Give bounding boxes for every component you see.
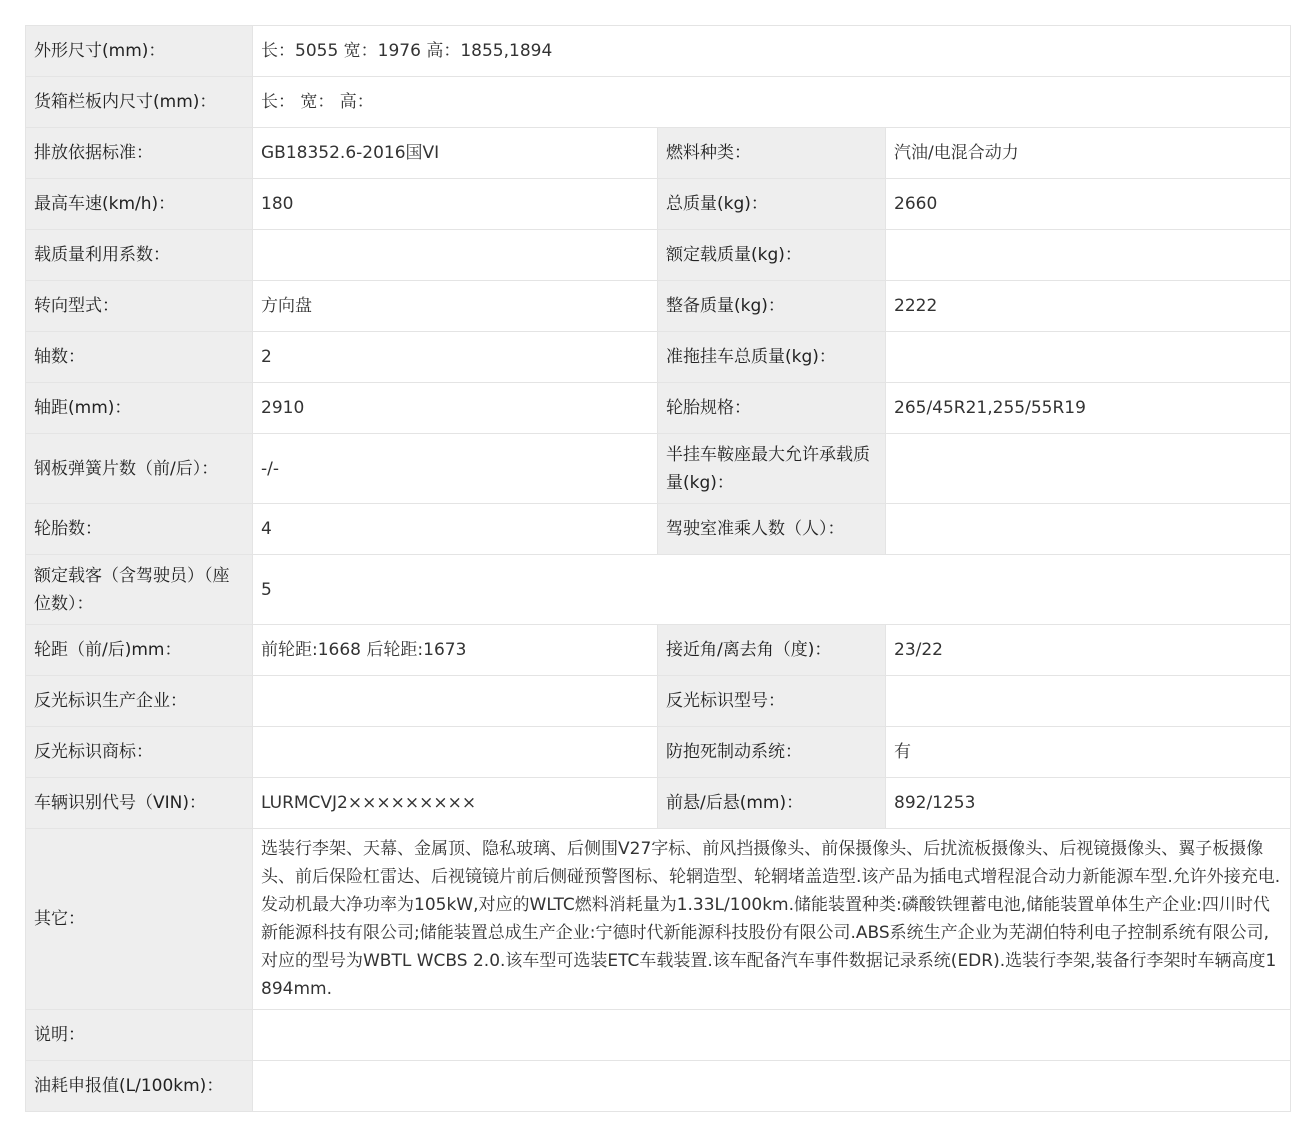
value-reflector-maker — [253, 676, 658, 727]
value-wheelbase: 2910 — [253, 383, 658, 434]
table-row — [26, 1010, 1291, 1061]
value-fuel-type: 汽油/电混合动力 — [886, 128, 1291, 179]
label-abs: 防抱死制动系统： — [658, 727, 886, 778]
label-vin: 车辆识别代号（VIN)： — [26, 778, 253, 829]
value-cab-occupants — [886, 504, 1291, 555]
label-curb-mass: 整备质量(kg)： — [658, 281, 886, 332]
value-leaf-springs: -/- — [253, 434, 658, 504]
table-row — [26, 778, 1291, 829]
label-fuel-consumption: 油耗申报值(L/100km)： — [26, 1061, 253, 1112]
value-rated-load — [886, 230, 1291, 281]
value-steering-type: 方向盘 — [253, 281, 658, 332]
value-curb-mass: 2222 — [886, 281, 1291, 332]
table-row — [26, 332, 1291, 383]
value-max-speed: 180 — [253, 179, 658, 230]
table-row — [26, 26, 1291, 77]
table-row — [26, 128, 1291, 179]
value-tire-spec: 265/45R21,255/55R19 — [886, 383, 1291, 434]
label-tire-count: 轮胎数： — [26, 504, 253, 555]
value-total-mass: 2660 — [886, 179, 1291, 230]
table-row — [26, 829, 1291, 1010]
label-emission-standard: 排放依据标准： — [26, 128, 253, 179]
value-fuel-consumption — [253, 1061, 1291, 1112]
label-trailer-mass: 准拖挂车总质量(kg)： — [658, 332, 886, 383]
label-seating-capacity: 额定载客（含驾驶员）（座位数）： — [26, 555, 253, 625]
table-row — [26, 77, 1291, 128]
table-row — [26, 383, 1291, 434]
value-notes — [253, 1010, 1291, 1061]
value-vin: LURMCVJ2××××××××× — [253, 778, 658, 829]
table-row — [26, 434, 1291, 504]
value-emission-standard: GB18352.6-2016国VI — [253, 128, 658, 179]
label-reflector-maker: 反光标识生产企业： — [26, 676, 253, 727]
label-wheelbase: 轴距(mm)： — [26, 383, 253, 434]
table-row — [26, 230, 1291, 281]
value-dimensions: 长：5055 宽：1976 高：1855,1894 — [253, 26, 1291, 77]
value-abs: 有 — [886, 727, 1291, 778]
label-other: 其它： — [26, 829, 253, 1010]
value-approach-departure-angle: 23/22 — [886, 625, 1291, 676]
value-track-width: 前轮距:1668 后轮距:1673 — [253, 625, 658, 676]
value-tire-count: 4 — [253, 504, 658, 555]
value-load-utilization — [253, 230, 658, 281]
label-total-mass: 总质量(kg)： — [658, 179, 886, 230]
label-max-speed: 最高车速(km/h)： — [26, 179, 253, 230]
label-overhang: 前悬/后悬(mm)： — [658, 778, 886, 829]
label-reflector-brand: 反光标识商标： — [26, 727, 253, 778]
label-notes: 说明： — [26, 1010, 253, 1061]
label-cab-occupants: 驾驶室准乘人数（人）： — [658, 504, 886, 555]
table-row — [26, 555, 1291, 625]
vehicle-spec-table — [25, 25, 1291, 1112]
label-tire-spec: 轮胎规格： — [658, 383, 886, 434]
label-approach-departure-angle: 接近角/离去角（度)： — [658, 625, 886, 676]
label-axle-count: 轴数： — [26, 332, 253, 383]
label-leaf-springs: 钢板弹簧片数（前/后）： — [26, 434, 253, 504]
value-reflector-model — [886, 676, 1291, 727]
table-row — [26, 281, 1291, 332]
label-cargo-box-size: 货箱栏板内尺寸(mm)： — [26, 77, 253, 128]
table-row — [26, 504, 1291, 555]
table-row — [26, 179, 1291, 230]
table-row — [26, 1061, 1291, 1112]
table-row — [26, 625, 1291, 676]
value-other: 选装行李架、天幕、金属顶、隐私玻璃、后侧围V27字标、前风挡摄像头、前保摄像头、后扰流板摄像头、后视镜摄像头、翼子板摄像头、前后保险杠雷达、后视镜镜片前后侧碰预警图标、轮辋造型、轮辋堵盖造型.该产品为插电式增程混合动力新能源车型.允许外接充电.发动机最大净功率为105kW,对应的WLTC燃料消耗量为1.33L/100km.储能装置种类:磷酸铁锂蓄电池,储能装置单体生产企业:四川时代新能源科技有限公司;储能装置总成生产企业:宁德时代新能源科技股份有限公司.ABS系统生产企业为芜湖伯特利电子控制系统有限公司,对应的型号为WBTL WCBS 2.0.该车型可选装ETC车载装置.该车配备汽车事件数据记录系统(EDR).选装行李架,装备行李架时车辆高度1894mm. — [253, 829, 1291, 1010]
label-dimensions: 外形尺寸(mm)： — [26, 26, 253, 77]
label-rated-load: 额定载质量(kg)： — [658, 230, 886, 281]
label-load-utilization: 载质量利用系数： — [26, 230, 253, 281]
value-seating-capacity: 5 — [253, 555, 1291, 625]
table-row — [26, 676, 1291, 727]
value-trailer-mass — [886, 332, 1291, 383]
label-saddle-load: 半挂车鞍座最大允许承载质量(kg)： — [658, 434, 886, 504]
table-row — [26, 727, 1291, 778]
value-cargo-box-size: 长： 宽： 高： — [253, 77, 1291, 128]
value-axle-count: 2 — [253, 332, 658, 383]
value-saddle-load — [886, 434, 1291, 504]
value-reflector-brand — [253, 727, 658, 778]
value-overhang: 892/1253 — [886, 778, 1291, 829]
label-fuel-type: 燃料种类： — [658, 128, 886, 179]
label-track-width: 轮距（前/后)mm： — [26, 625, 253, 676]
label-steering-type: 转向型式： — [26, 281, 253, 332]
label-reflector-model: 反光标识型号： — [658, 676, 886, 727]
